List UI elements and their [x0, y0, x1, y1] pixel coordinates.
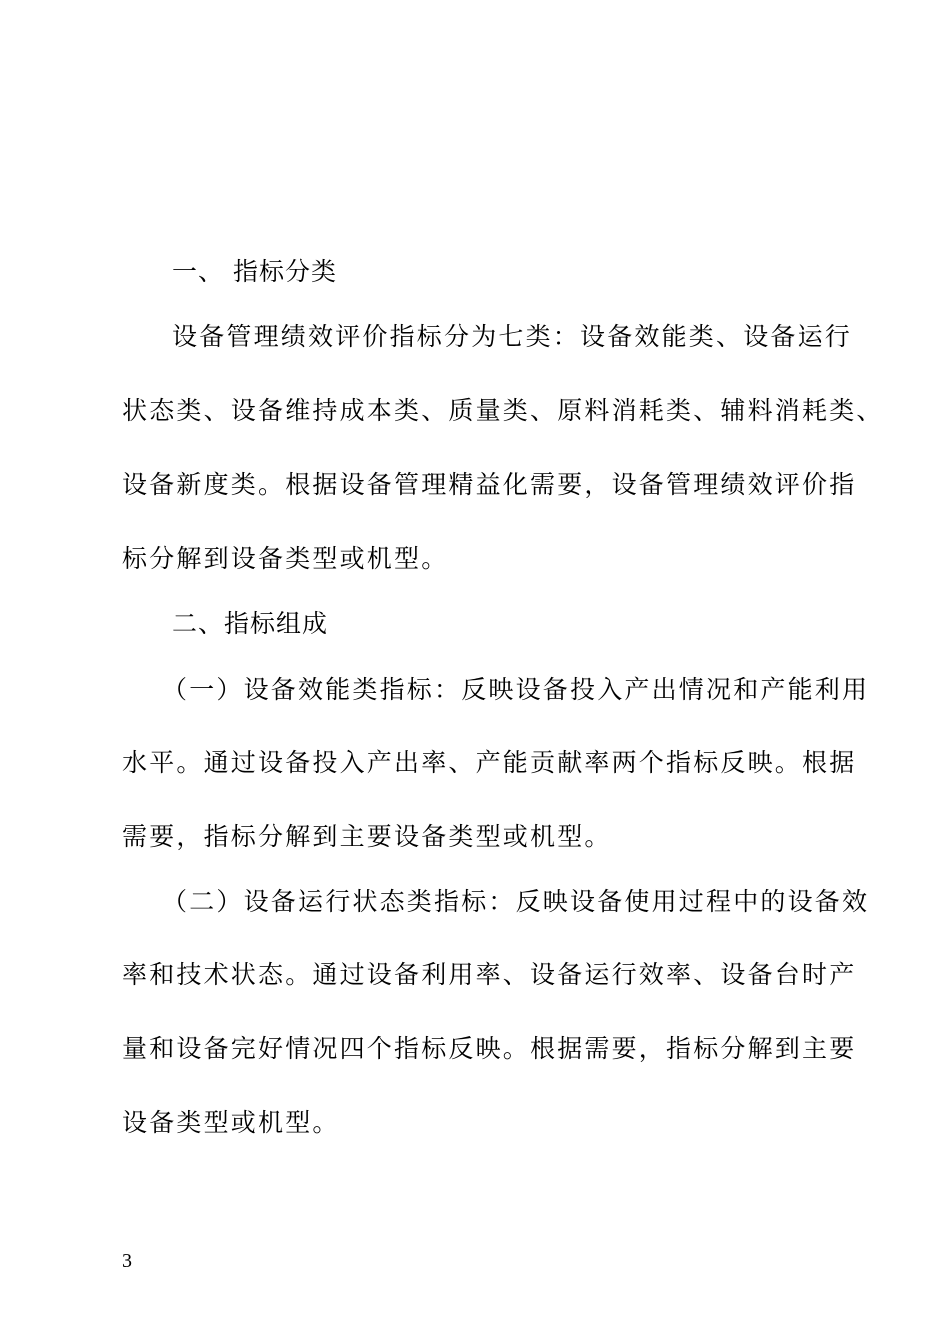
heading-indicator-classification: 一、 指标分类 [172, 257, 337, 286]
paragraph-line: （一）设备效能类指标：反映设备投入产出情况和产能利用 [162, 675, 870, 704]
paragraph-line: 需要，指标分解到主要设备类型或机型。 [122, 822, 612, 851]
page-number: 3 [122, 1250, 132, 1272]
paragraph-line: 量和设备完好情况四个指标反映。根据需要，指标分解到主要 [122, 1034, 857, 1063]
heading-indicator-composition: 二、指标组成 [172, 609, 329, 638]
paragraph-line: 水平。通过设备投入产出率、产能贡献率两个指标反映。根据 [122, 748, 857, 777]
paragraph-line: 设备类型或机型。 [122, 1108, 340, 1137]
paragraph-line: 设备管理绩效评价指标分为七类：设备效能类、设备运行 [172, 322, 853, 351]
paragraph-line: 标分解到设备类型或机型。 [122, 544, 449, 573]
paragraph-line: 设备新度类。根据设备管理精益化需要，设备管理绩效评价指 [122, 470, 857, 499]
paragraph-line: 状态类、设备维持成本类、质量类、原料消耗类、辅料消耗类、 [122, 396, 884, 425]
paragraph-line: 率和技术状态。通过设备利用率、设备运行效率、设备台时产 [122, 960, 857, 989]
paragraph-line: （二）设备运行状态类指标：反映设备使用过程中的设备效 [162, 887, 870, 916]
